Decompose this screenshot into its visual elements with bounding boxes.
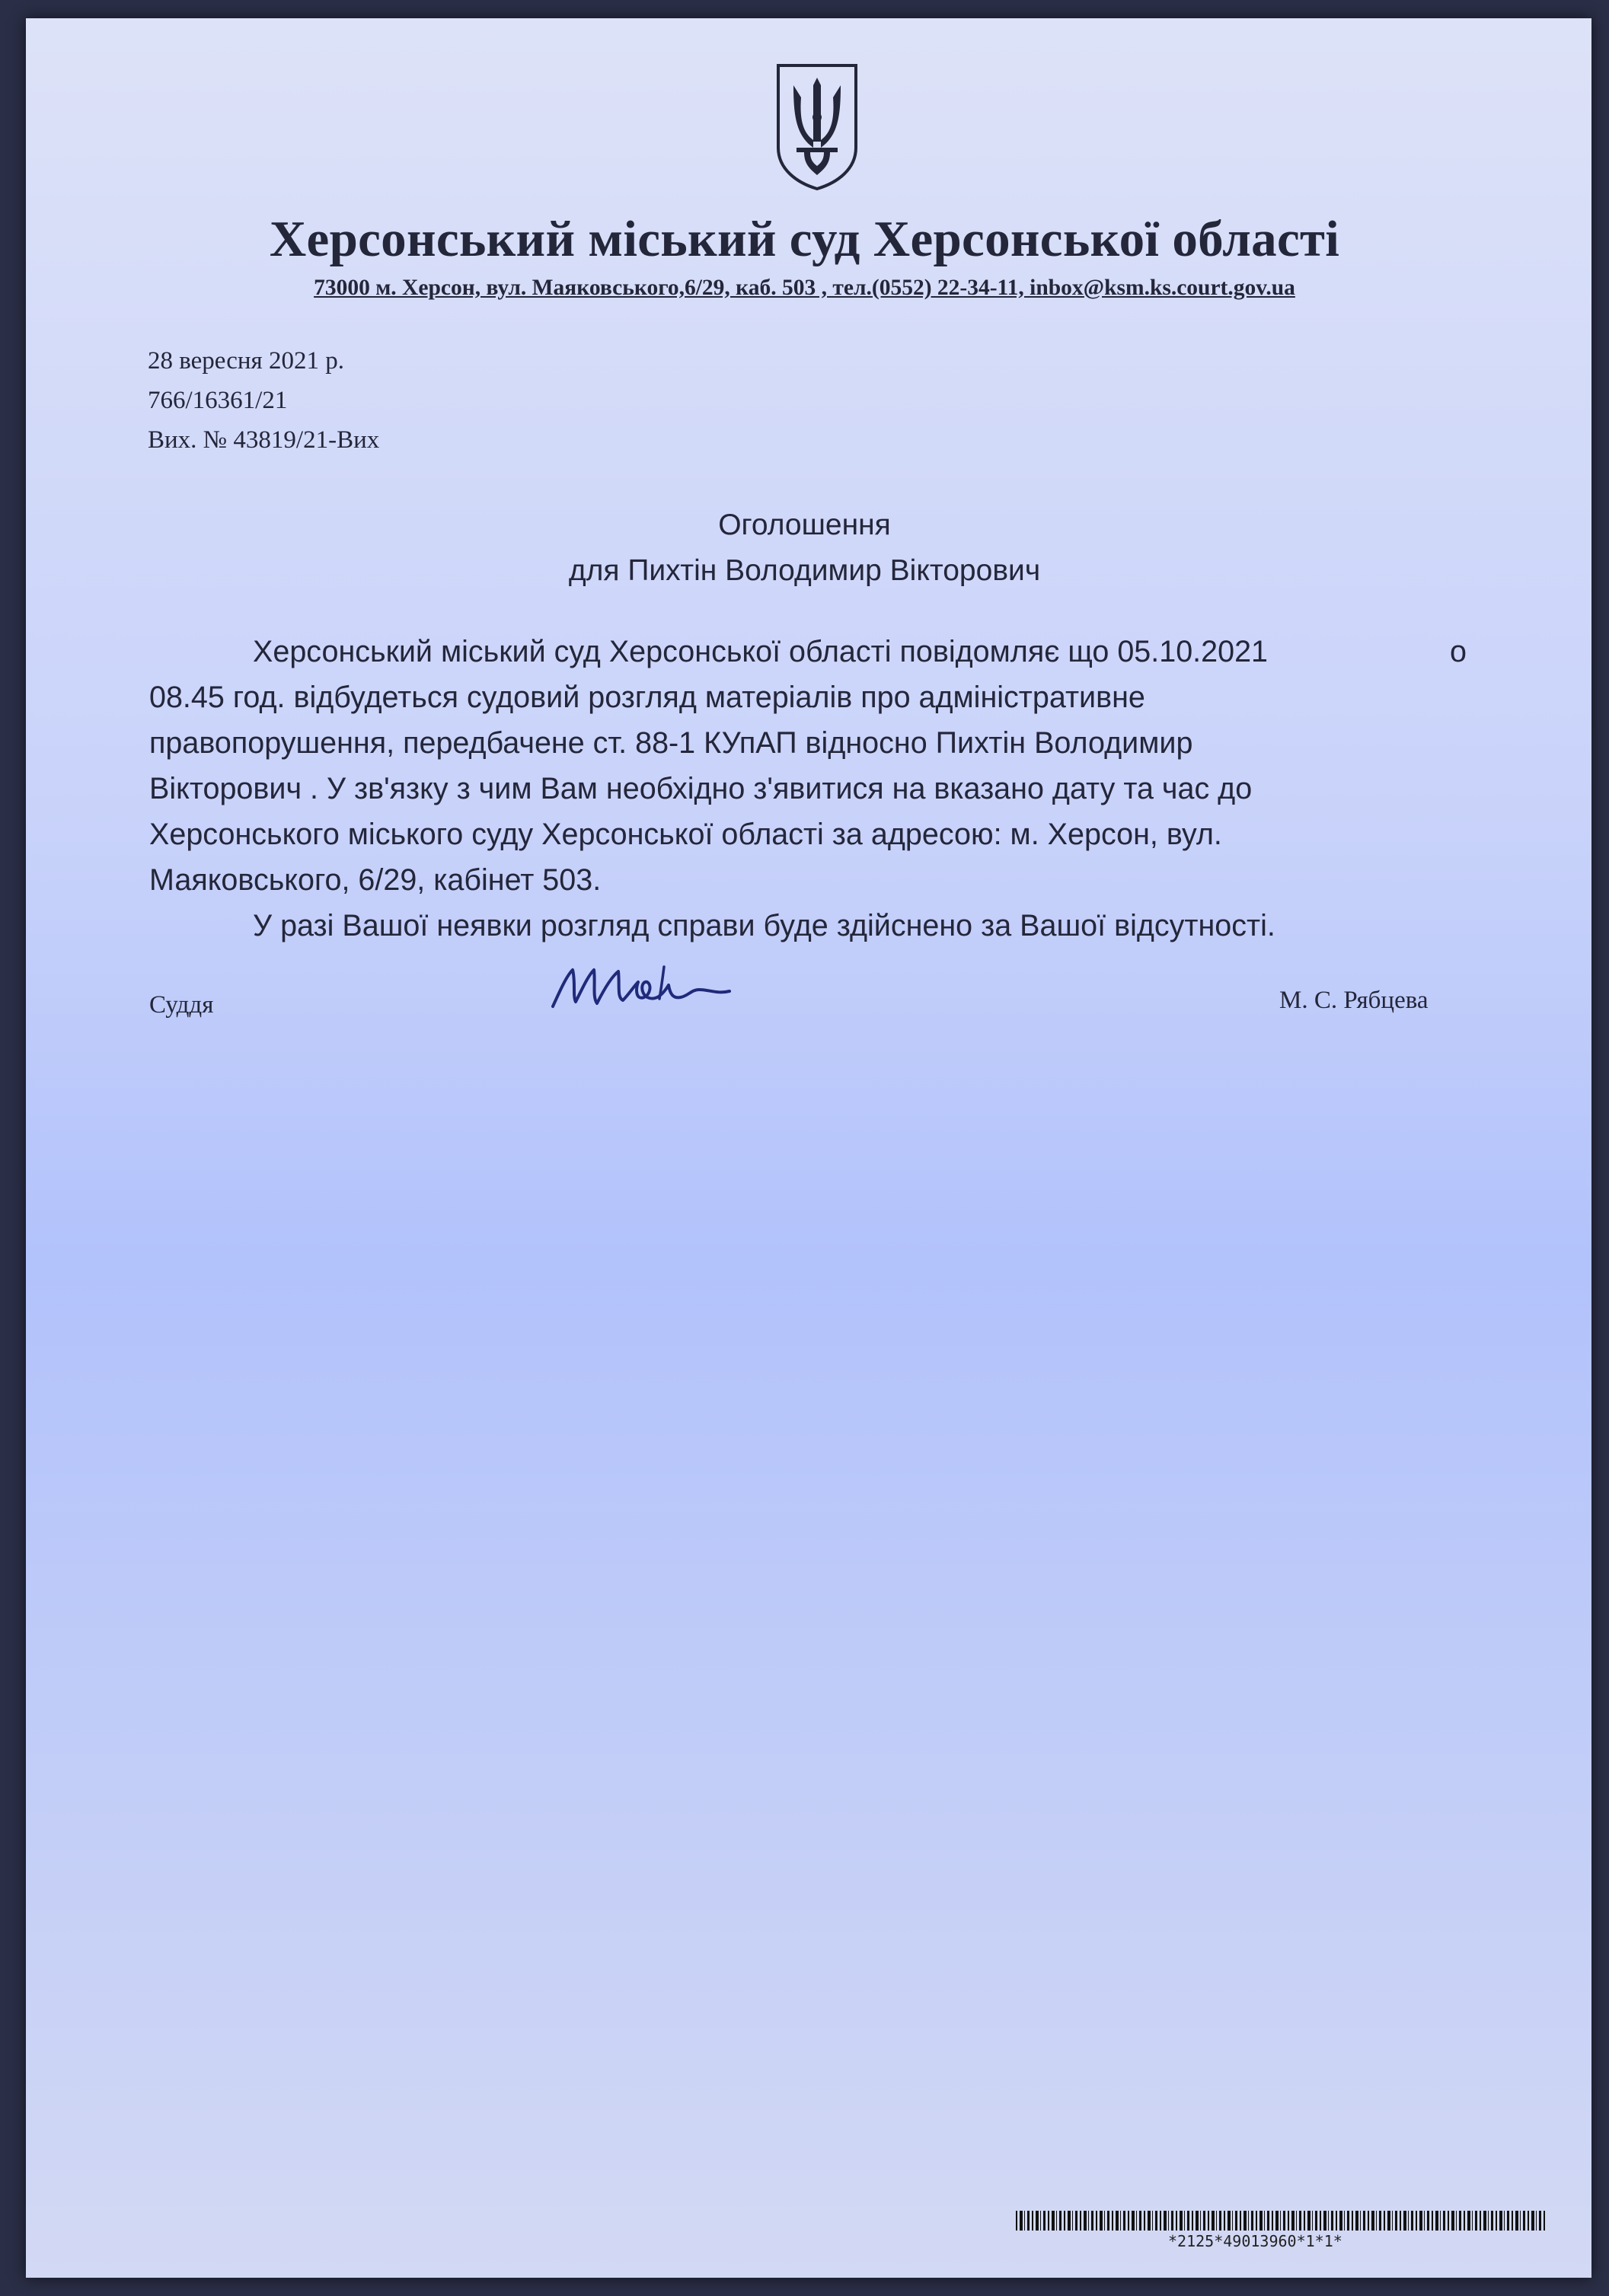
body-line-7: У разі Вашої неявки розгляд справи буде здійснено за Вашої відсутності. bbox=[253, 909, 1275, 942]
handwritten-signature-icon bbox=[550, 959, 748, 1020]
body-line-1-tail: о bbox=[1450, 635, 1467, 668]
judge-name: М. С. Рябцева bbox=[1279, 987, 1429, 1014]
notice-body bbox=[149, 629, 1474, 949]
barcode-text: *2125*49013960*1*1* bbox=[1168, 2232, 1342, 2250]
court-name-heading: Херсонський міський суд Херсонської області bbox=[269, 211, 1340, 267]
notice-title: Оголошення bbox=[718, 509, 891, 541]
notice-heading bbox=[0, 502, 1609, 594]
body-line-4: Вікторович . У зв'язку з чим Вам необхідно з'явитися на вказано дату та час до bbox=[149, 772, 1253, 805]
judge-label: Суддя bbox=[149, 991, 214, 1019]
document-date: 28 вересня 2021 р. bbox=[148, 347, 344, 375]
outgoing-number: Вих. № 43819/21-Вих bbox=[148, 426, 380, 454]
trident-coat-of-arms-icon bbox=[774, 62, 860, 192]
court-address: 73000 м. Херсон, вул. Маяковського,6/29, каб. 503 , тел.(0552) 22-34-11, inbox@ksm.ks.court.gov.ua bbox=[314, 276, 1295, 300]
notice-recipient: для Пихтін Володимир Вікторович bbox=[568, 554, 1041, 587]
body-line-2: 08.45 год. відбудеться судовий розгляд матеріалів про адміністративне bbox=[149, 681, 1145, 714]
barcode bbox=[1016, 2211, 1546, 2231]
body-line-1-text: Херсонський міський суд Херсонської області повідомляє що 05.10.2021 bbox=[253, 635, 1269, 668]
body-line-6: Маяковського, 6/29, кабінет 503. bbox=[149, 863, 602, 897]
body-line-3: правопорушення, передбачене ст. 88-1 КУпАП відносно Пихтін Володимир bbox=[149, 726, 1193, 760]
document-meta bbox=[148, 341, 379, 460]
body-line-5: Херсонського міського суду Херсонської області за адресою: м. Херсон, вул. bbox=[149, 818, 1222, 851]
body-line-1 bbox=[149, 629, 1474, 674]
case-number: 766/16361/21 bbox=[148, 387, 288, 414]
